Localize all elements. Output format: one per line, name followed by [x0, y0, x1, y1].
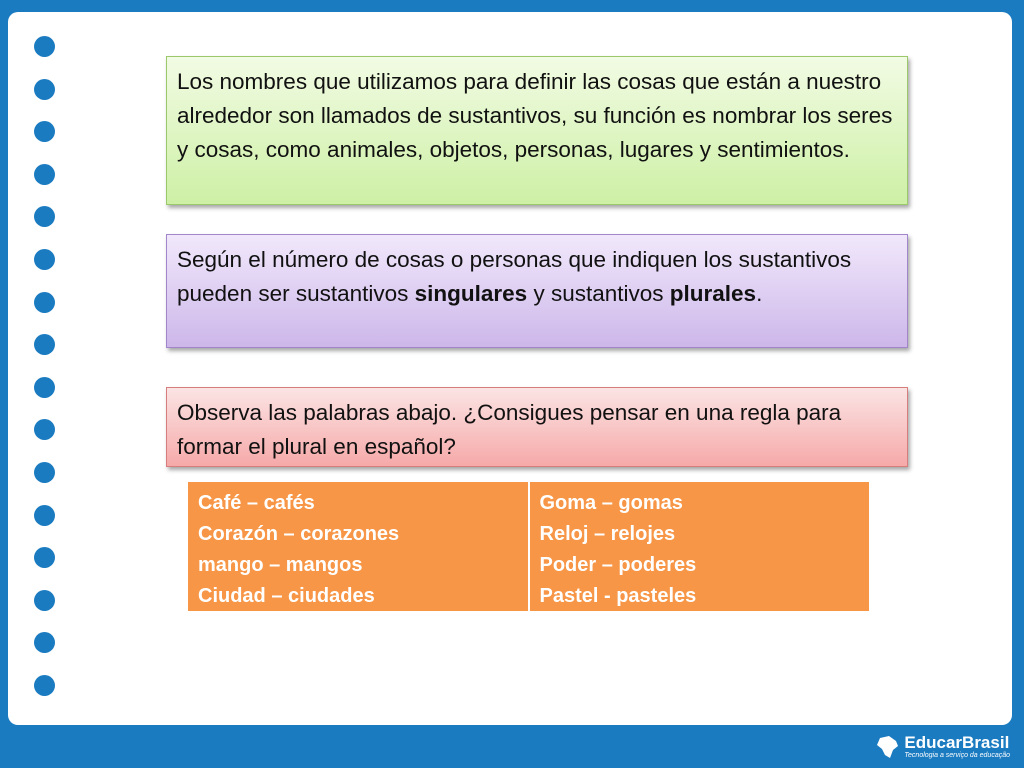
- logo-tagline: Tecnologia a serviço da educação: [904, 752, 1010, 759]
- table-cell: Ciudad – ciudades: [198, 585, 375, 607]
- slide-page: [8, 12, 1012, 725]
- binder-hole: [34, 675, 55, 696]
- question-text: Observa las palabras abajo. ¿Consigues pensar en una regla para formar el plural en español?: [177, 400, 842, 459]
- table-column-right: [528, 482, 870, 611]
- singulares-term: singulares: [414, 281, 528, 306]
- binder-hole: [34, 590, 55, 611]
- table-cell: Pastel - pasteles: [539, 585, 697, 607]
- plural-examples-table: [187, 481, 870, 612]
- table-column-left: [188, 482, 528, 611]
- binder-hole: [34, 547, 55, 568]
- binder-hole: [34, 36, 55, 57]
- binder-hole: [34, 79, 55, 100]
- definition-text: Los nombres que utilizamos para definir las cosas que están a nuestro alrededor son llamados de sustantivos, su función es nombrar los seres y cosas, como animales, objetos, personas, lugares y sentimientos.: [177, 69, 893, 162]
- definition-box: [166, 56, 908, 205]
- table-cell: Goma – gomas: [539, 492, 683, 514]
- binder-hole: [34, 632, 55, 653]
- binder-hole: [34, 249, 55, 270]
- binder-hole: [34, 206, 55, 227]
- number-text-b: y sustantivos: [527, 281, 670, 306]
- binder-hole: [34, 164, 55, 185]
- binder-hole: [34, 462, 55, 483]
- binder-hole: [34, 121, 55, 142]
- table-cell: Poder – poderes: [539, 554, 697, 576]
- binder-hole: [34, 292, 55, 313]
- number-text-c: .: [756, 281, 763, 306]
- table-cell: Café – cafés: [198, 492, 315, 514]
- table-cell: Reloj – relojes: [539, 523, 676, 545]
- logo-name: EducarBrasil: [904, 733, 1010, 752]
- number-text-a: Según el número de cosas o personas que indiquen los sustantivos pueden ser sustantivos: [177, 247, 852, 306]
- binder-hole: [34, 334, 55, 355]
- educarbrasil-logo: [874, 734, 1010, 760]
- binder-hole: [34, 419, 55, 440]
- question-box: [166, 387, 908, 467]
- table-cell: Corazón – corazones: [198, 523, 400, 545]
- number-box: [166, 234, 908, 348]
- binder-hole: [34, 505, 55, 526]
- binder-hole: [34, 377, 55, 398]
- brazil-map-icon: [874, 734, 900, 760]
- table-cell: mango – mangos: [198, 554, 363, 576]
- plurales-term: plurales: [669, 281, 757, 306]
